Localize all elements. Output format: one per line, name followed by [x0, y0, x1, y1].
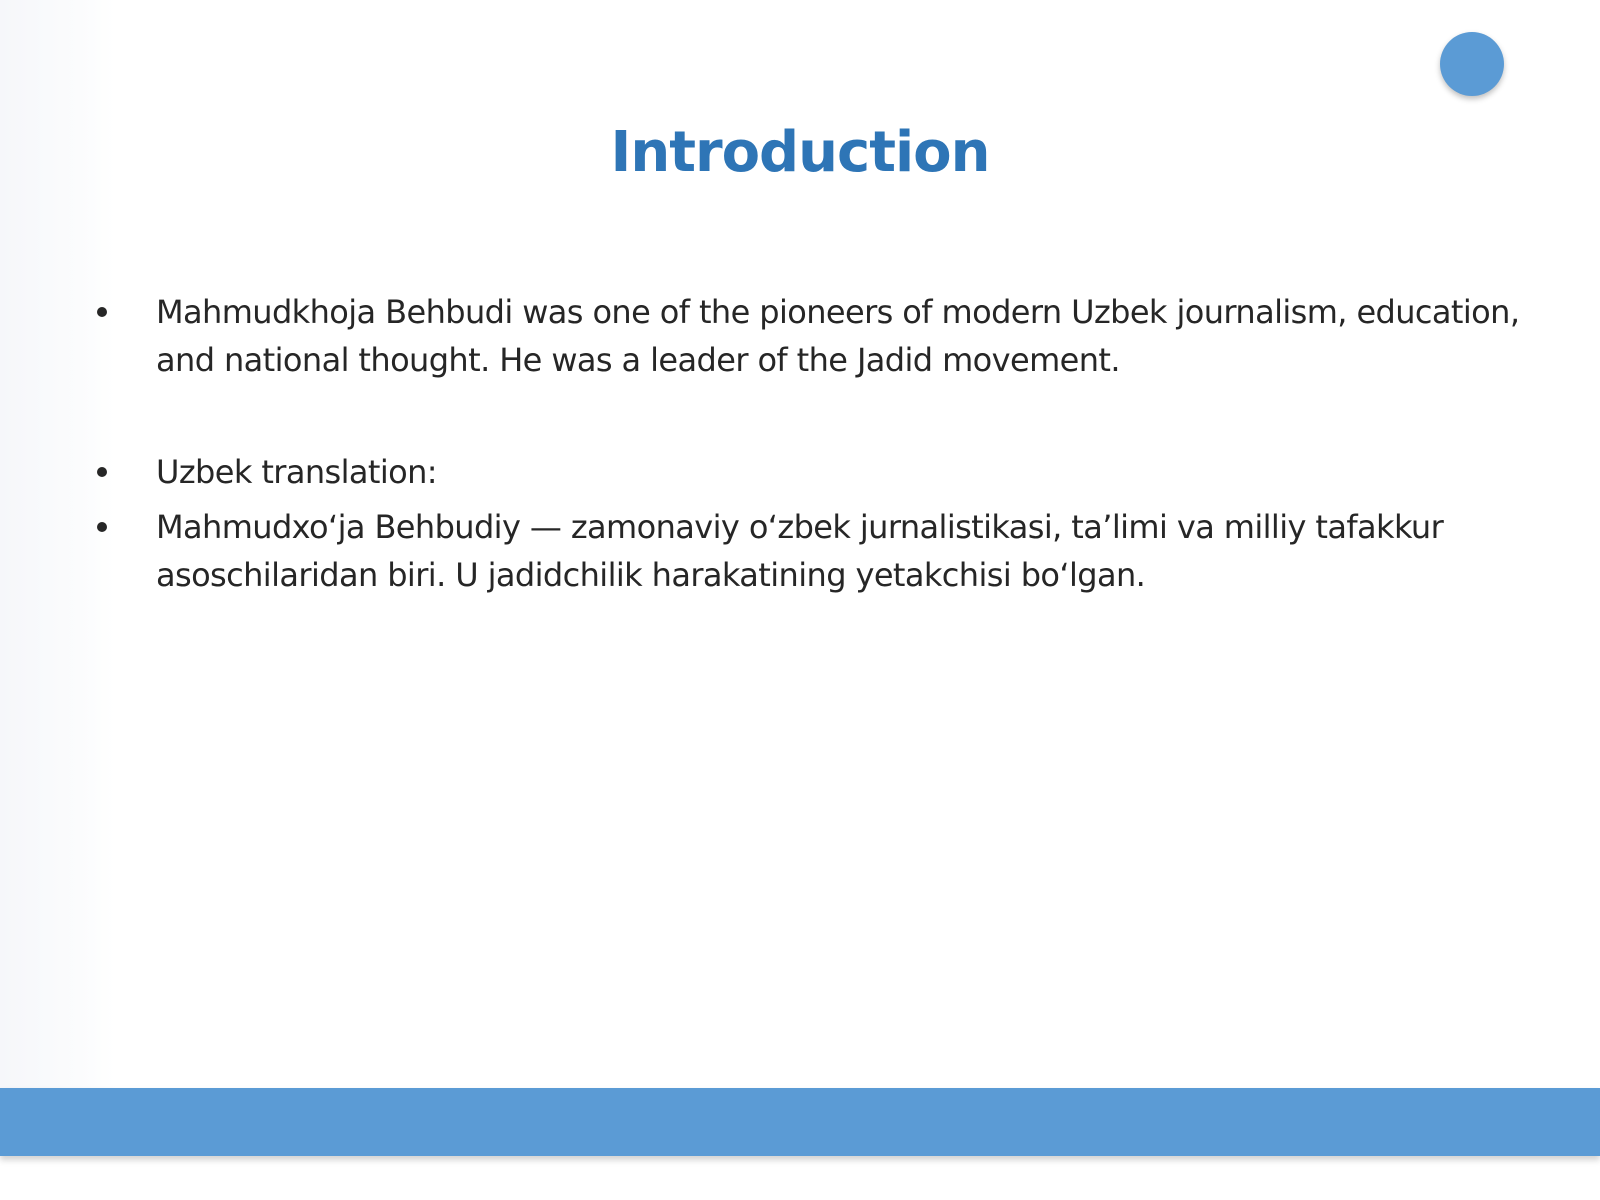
- bullet-text: Uzbek translation:: [156, 453, 437, 491]
- bullet-item: [0, 448, 1600, 496]
- bullet-dot-icon: [97, 522, 107, 532]
- accent-circle-decoration: [1440, 32, 1504, 96]
- bullet-dot-icon: [97, 307, 107, 317]
- bullet-item: [0, 503, 1600, 599]
- bullet-text: Mahmudkhoja Behbudi was one of the pioneers of modern Uzbek journalism, education, and national thought. He was a leader of the Jadid movement.: [156, 293, 1520, 379]
- bottom-accent-bar: [0, 1088, 1600, 1156]
- bullet-dot-icon: [97, 467, 107, 477]
- bullet-list: [0, 288, 1600, 599]
- bullet-text: Mahmudxoʻja Behbudiy — zamonaviy oʻzbek jurnalistikasi, taʼlimi va milliy tafakkur asoschilaridan biri. U jadidchilik harakatining yetakchisi boʻlgan.: [156, 508, 1444, 594]
- bullet-item: [0, 288, 1600, 384]
- slide-title: Introduction: [610, 120, 990, 185]
